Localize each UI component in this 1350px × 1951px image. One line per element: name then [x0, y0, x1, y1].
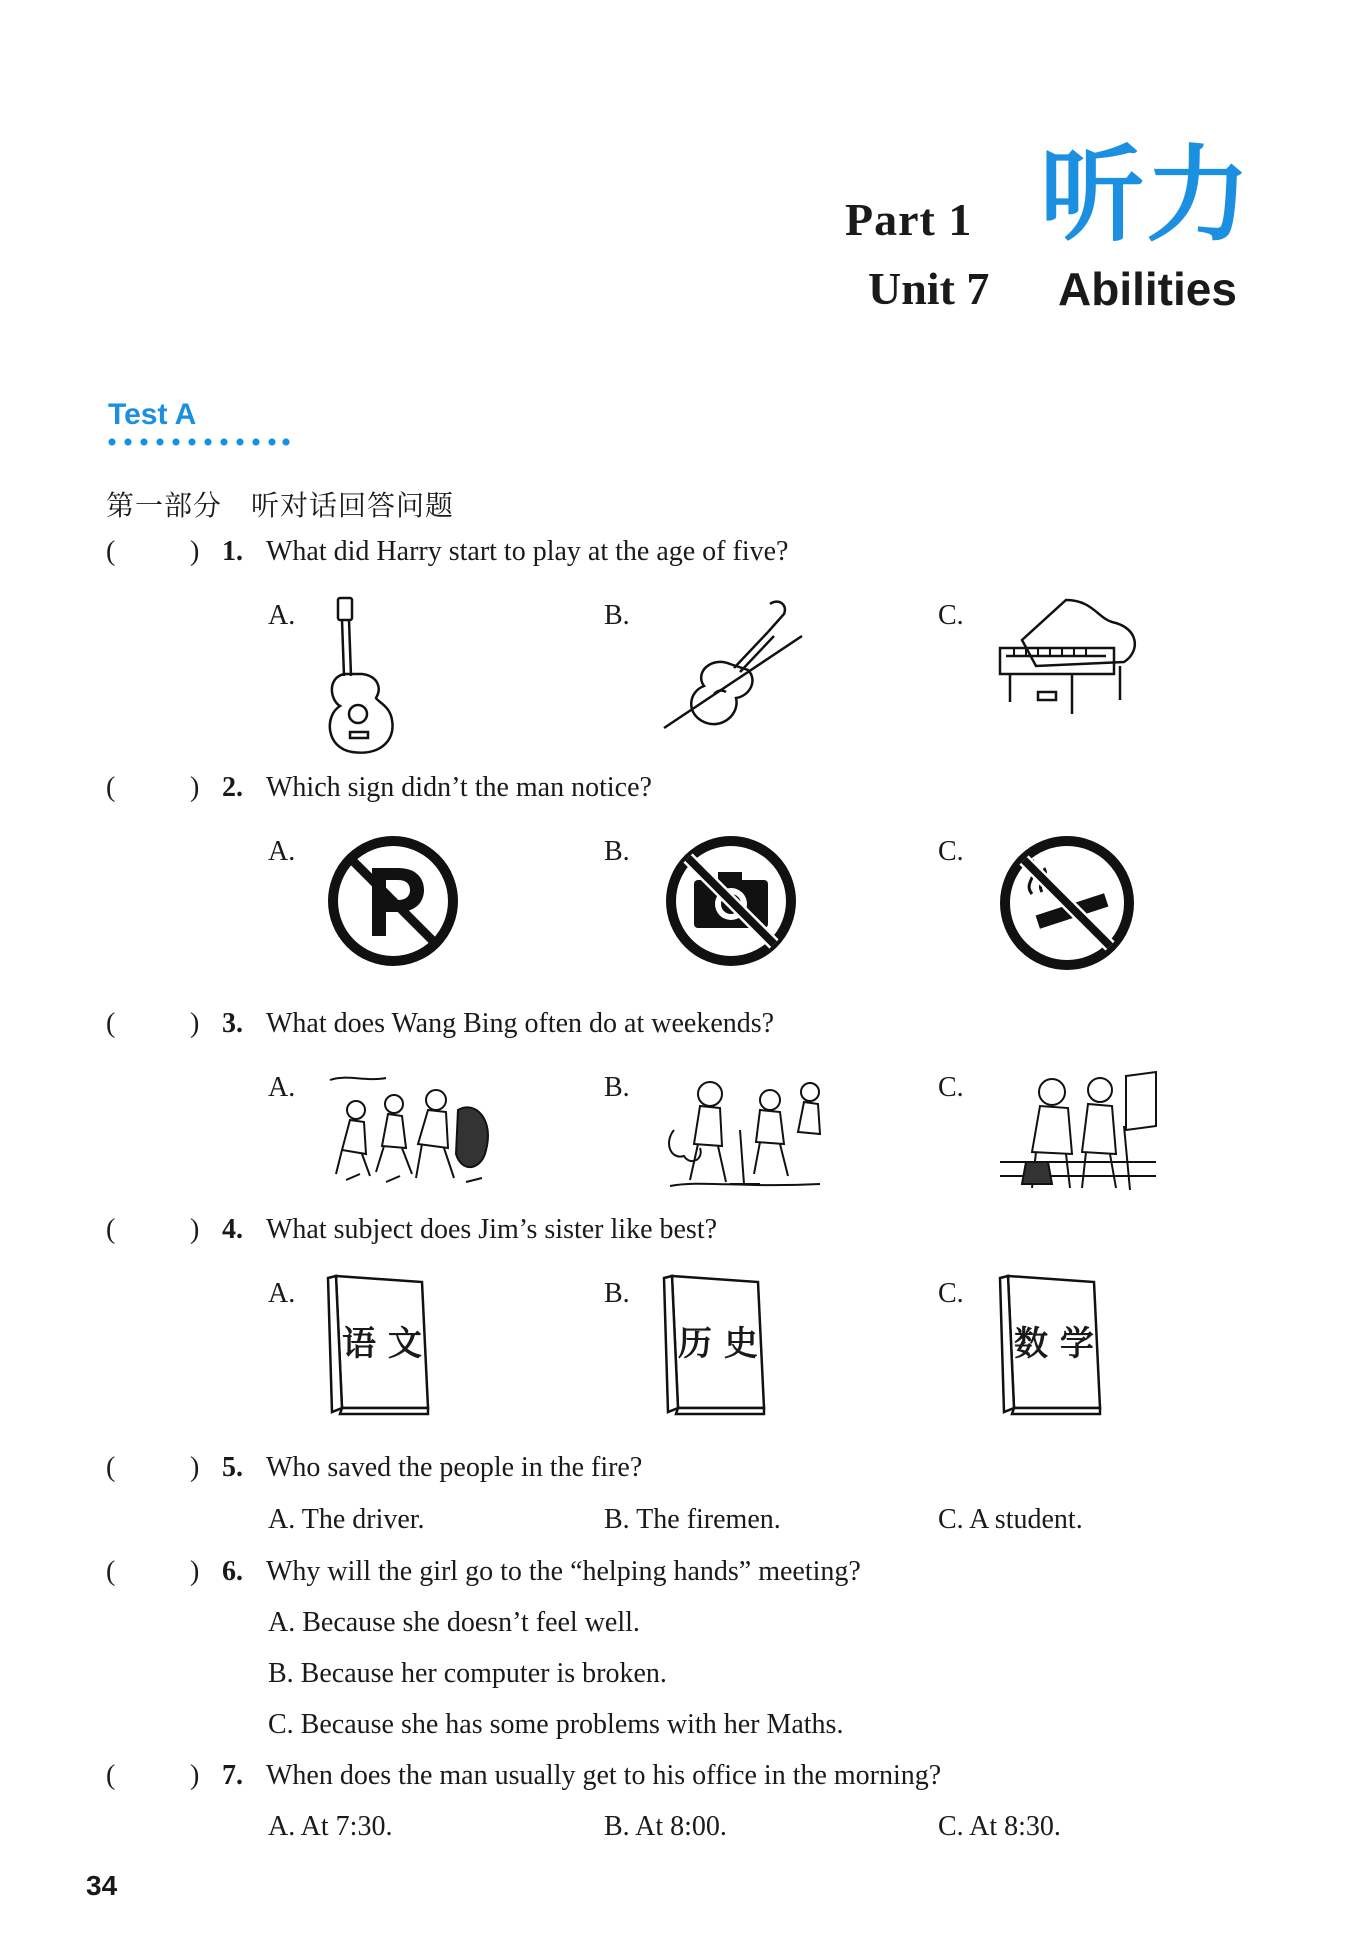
answer-paren-open: (	[106, 1008, 116, 1039]
book-title: 语 文	[342, 1324, 422, 1364]
violin-icon	[660, 596, 810, 736]
answer-paren-close: )	[190, 1556, 200, 1587]
option-a: A. Because she doesn’t feel well.	[268, 1607, 640, 1638]
option-c-label: C.	[938, 1278, 964, 1309]
no-parking-sign-icon	[326, 834, 460, 968]
option-c: C. A student.	[938, 1504, 1083, 1535]
answer-paren-open: (	[106, 1452, 116, 1483]
option-a-label: A.	[268, 836, 296, 867]
section-title: 第一部分 听对话回答问题	[106, 489, 455, 522]
answer-paren-close: )	[190, 536, 200, 567]
option-c-label: C.	[938, 1072, 964, 1103]
option-a: A. At 7:30.	[268, 1811, 393, 1842]
option-c-label: C.	[938, 600, 964, 631]
option-a: A. The driver.	[268, 1504, 425, 1535]
question-number: 3.	[222, 1008, 243, 1039]
option-a-label: A.	[268, 600, 296, 631]
book-history	[660, 1274, 772, 1416]
question-number: 7.	[222, 1760, 243, 1791]
guitar-icon	[322, 596, 412, 756]
answer-paren-open: (	[106, 772, 116, 803]
option-b: B. Because her computer is broken.	[268, 1658, 667, 1689]
option-c: C. At 8:30.	[938, 1811, 1061, 1842]
answer-paren-open: (	[106, 1760, 116, 1791]
option-b-label: B.	[604, 1072, 630, 1103]
answer-paren-close: )	[190, 1214, 200, 1245]
book-maths	[996, 1274, 1108, 1416]
book-chinese	[324, 1274, 436, 1416]
answer-paren-close: )	[190, 772, 200, 803]
option-b-label: B.	[604, 836, 630, 867]
page-number: 34	[86, 1870, 118, 1901]
question-number: 1.	[222, 536, 243, 567]
part-cn-title: 听力	[1040, 134, 1253, 256]
option-b-label: B.	[604, 1278, 630, 1309]
answer-paren-open: (	[106, 1556, 116, 1587]
question-text: What did Harry start to play at the age of five?	[266, 536, 789, 567]
no-camera-sign-icon	[664, 834, 798, 968]
question-text: What subject does Jim’s sister like best?	[266, 1214, 718, 1245]
question-text: Which sign didn’t the man notice?	[266, 772, 652, 803]
question-text: Why will the girl go to the “helping hands” meeting?	[266, 1556, 861, 1587]
cleaning-up-picture	[326, 1070, 502, 1190]
question-number: 2.	[222, 772, 243, 803]
planting-trees-picture	[660, 1070, 830, 1192]
piano-icon	[996, 596, 1142, 726]
answer-paren-open: (	[106, 1214, 116, 1245]
question-number: 6.	[222, 1556, 243, 1587]
unit-label: Unit 7	[868, 263, 990, 314]
book-title: 历 史	[678, 1324, 758, 1364]
part-label: Part 1	[845, 194, 973, 245]
option-a-label: A.	[268, 1072, 296, 1103]
answer-paren-close: )	[190, 1760, 200, 1791]
option-a-label: A.	[268, 1278, 296, 1309]
answer-paren-close: )	[190, 1452, 200, 1483]
question-number: 5.	[222, 1452, 243, 1483]
option-b-label: B.	[604, 600, 630, 631]
helping-elderly-picture	[996, 1066, 1162, 1192]
option-b: B. At 8:00.	[604, 1811, 727, 1842]
unit-title: Abilities	[1058, 263, 1237, 315]
answer-paren-open: (	[106, 536, 116, 567]
option-c-label: C.	[938, 836, 964, 867]
answer-paren-close: )	[190, 1008, 200, 1039]
question-number: 4.	[222, 1214, 243, 1245]
question-text: What does Wang Bing often do at weekends?	[266, 1008, 775, 1039]
question-text: Who saved the people in the fire?	[266, 1452, 643, 1483]
question-text: When does the man usually get to his office in the morning?	[266, 1760, 942, 1791]
test-label: Test A	[108, 398, 197, 431]
option-b: B. The firemen.	[604, 1504, 781, 1535]
no-smoking-sign-icon	[998, 834, 1136, 972]
book-title: 数 学	[1014, 1324, 1094, 1364]
option-c: C. Because she has some problems with her Maths.	[268, 1709, 844, 1740]
dotted-underline	[108, 436, 288, 448]
